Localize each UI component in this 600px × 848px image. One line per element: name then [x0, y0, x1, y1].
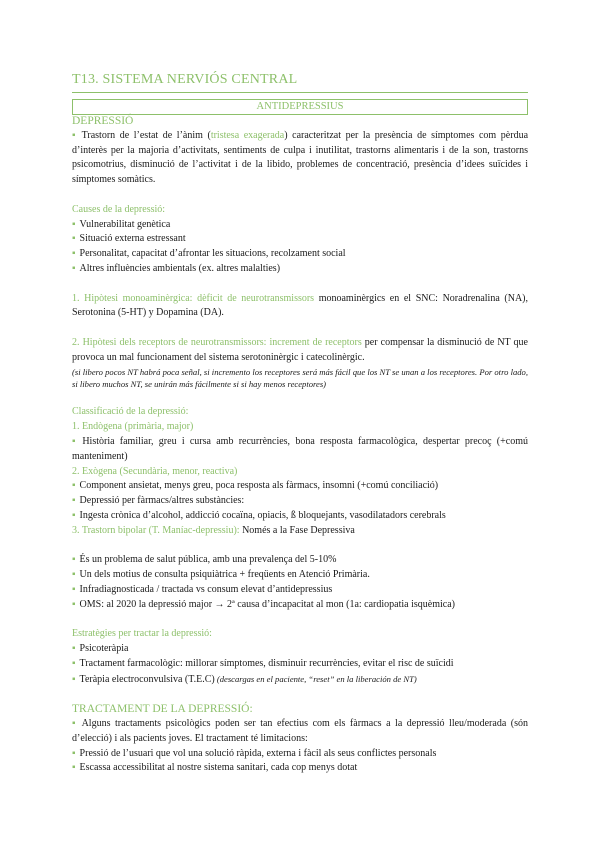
hypothesis-1-text: monoaminèrgics en el SNC: Noradrenalina (NA), Serotonina (5-HT) y Dopamina (DA).: [72, 292, 528, 319]
strategy-item: ▪ Psicoteràpia: [72, 642, 528, 657]
tec-note: (descargas en el paciente, “reset” en la liberación de NT): [214, 673, 417, 684]
class-exogena-item: ▪ Component ansietat, menys greu, poca resposta als fàrmacs, insomni (+comú conciliació): [72, 479, 528, 494]
page-title: T13. SISTEMA NERVIÓS CENTRAL: [72, 72, 298, 87]
section-box-title: ANTIDEPRESSIUS: [72, 99, 528, 115]
strategies-heading: Estratègies per tractar la depressió:: [72, 628, 212, 640]
tec-label: Teràpia electroconvulsiva (T.E.C): [79, 673, 215, 685]
cause-item: ▪ Personalitat, capacitat d’afrontar les situacions, recolzament social: [72, 247, 528, 262]
class-exogena: 2. Exògena (Secundària, menor, reactiva): [72, 465, 238, 477]
class-bipolar-text: Només a la Fase Depressiva: [239, 524, 355, 536]
definition-highlight: tristesa exagerada: [210, 129, 285, 141]
class-exogena-item: ▪ Ingesta crònica d’alcohol, addicció cocaïna, opiacis, ß bloquejants, vasodilatadors cerebrals: [72, 509, 528, 524]
document-body: [72, 114, 528, 776]
fact-item: ▪ Un dels motius de consulta psiquiàtrica + freqüents en Atenció Primària.: [72, 568, 528, 583]
cause-item: ▪ Vulnerabilitat genètica: [72, 218, 528, 233]
fact-item: ▪ OMS: al 2020 la depressió major → 2ª causa d’incapacitat al mon (1a: cardiopatia isquèmica): [72, 598, 528, 613]
class-endogena: 1. Endògena (primària, major): [72, 421, 194, 433]
strategy-item: ▪ Tractament farmacològic: millorar símptomes, disminuir recurrències, evitar el risc de suïcidi: [72, 657, 528, 672]
hypothesis-2-note: (si libero pocos NT habrá poca señal, si incremento los receptores será más fácil que los NT se unan a los receptores. Por otro lado, si libero muchos NT, se unirán más fácilmente si si hay menos receptores): [72, 366, 528, 390]
hypothesis-1: [72, 292, 528, 322]
class-bipolar-label: 3. Trastorn bipolar (T. Maníac-depressiu):: [72, 524, 240, 536]
hypothesis-2-text: per compensar la disminució de NT que provoca un mal funcionament del sistema serotoninèrgic i catecolinèrgic.: [72, 336, 528, 363]
depressio-heading: DEPRESSIÓ: [72, 115, 134, 127]
strategy-item-tec: [72, 672, 528, 688]
classification-heading: Classificació de la depressió:: [72, 406, 189, 418]
treatment-item: ▪ Escassa accessibilitat al nostre sistema sanitari, cada cop menys dotat: [72, 761, 528, 776]
causes-heading: Causes de la depressió:: [72, 203, 166, 215]
treatment-heading: TRACTAMENT DE LA DEPRESSIÓ:: [72, 703, 253, 716]
hypothesis-2: [72, 336, 528, 366]
definition-text-a: Trastorn de l’estat de l’ànim (: [81, 129, 211, 141]
class-bipolar: [72, 524, 528, 539]
hypothesis-1-title: 1. Hipòtesi monoaminèrgica: dèficit de neurotransmissors: [72, 292, 315, 304]
fact-item: ▪ És un problema de salut pública, amb una prevalença del 5-10%: [72, 553, 528, 568]
hypothesis-2-title: 2. Hipòtesi dels receptors de neurotransmissors: increment de receptors: [72, 336, 362, 348]
treatment-paragraph: ▪ Alguns tractaments psicològics poden ser tan efectius com els fàrmacs a la depressió lleu/moderada (són d’elecció) i als pacients joves. El tractament té limitacions:: [72, 717, 528, 747]
class-exogena-item: ▪ Depressió per fàrmacs/altres substàncies:: [72, 494, 528, 509]
treatment-item: ▪ Pressió de l’usuari que vol una solució ràpida, externa i fàcil als seus conflictes personals: [72, 747, 528, 762]
fact-item: ▪ Infradiagnosticada / tractada vs consum elevat d’antidepressius: [72, 583, 528, 598]
title-underline: [72, 92, 528, 93]
cause-item: ▪ Situació externa estressant: [72, 232, 528, 247]
cause-item: ▪ Altres influències ambientals (ex. altres malalties): [72, 262, 528, 277]
class-endogena-item: ▪ Història familiar, greu i cursa amb recurrències, bona resposta farmacològica, despertar precoç (+comú manteniment): [72, 435, 528, 465]
definition-text-b: ) caracteritzat per la presència de símptomes com pèrdua d’interès per la majoria d’activitats, sentiments de culpa i inutilitat, trastorns alimentaris i de la son, trastorns psicomotrius, disminució de l’activitat i de la libido, problemes de concentració, presència d’idees suïcides i símptomes somàtics.: [72, 129, 529, 186]
depressio-definition: [72, 129, 528, 188]
